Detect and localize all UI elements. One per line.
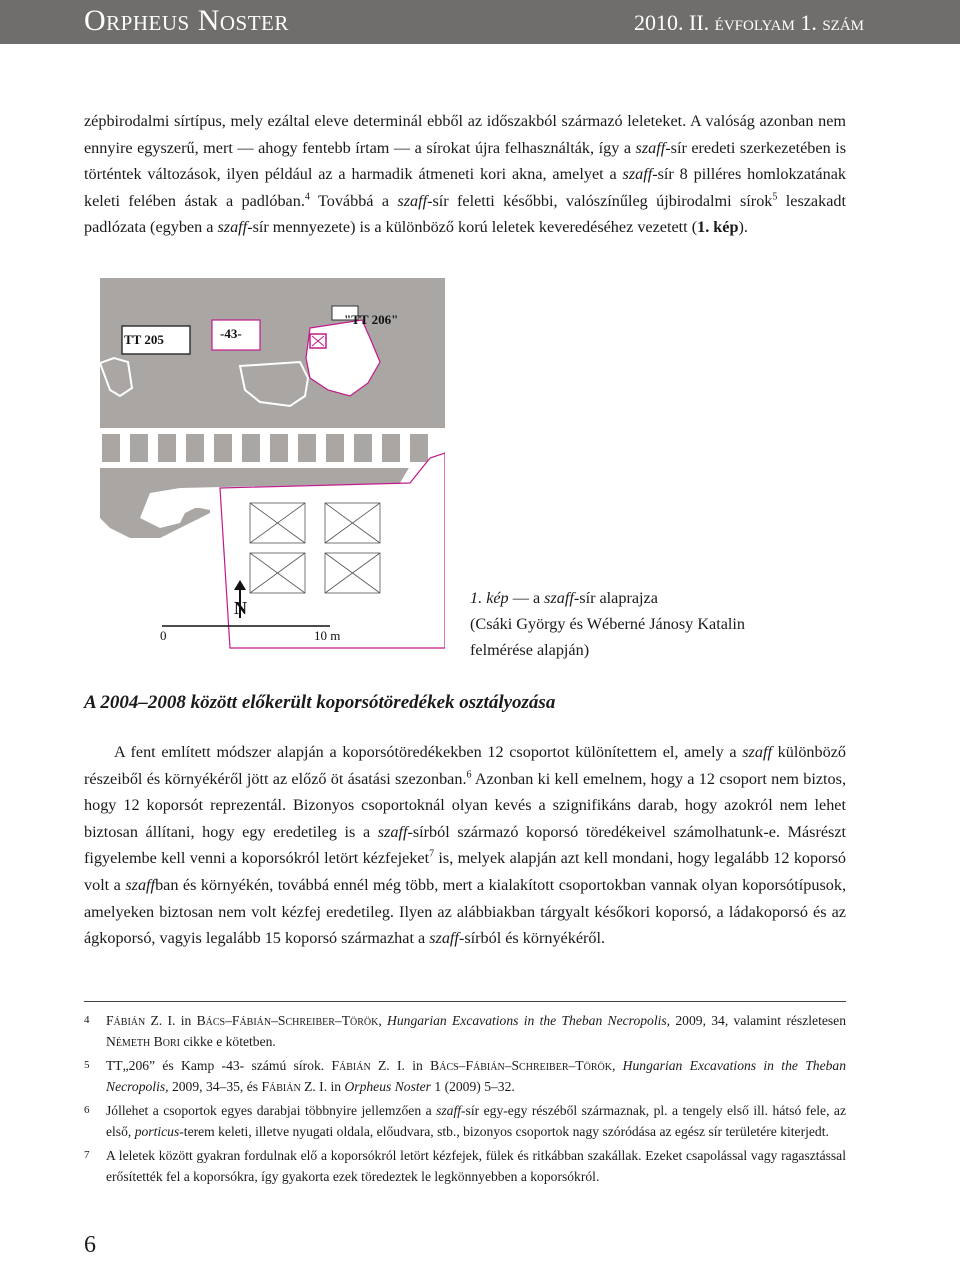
footnote-divider: [84, 1001, 846, 1002]
footnote-6: 6 Jóllehet a csoportok egyes darabjai többnyire jellemzően a szaff-sír egy-egy részéből származnak, pl. a tengely első ill. hátsó fele, az első, porticus-terem keleti, illetve nyugati oldala, előudvara, stb., bizonyos csoportok nagy szóródása az egész sír területére kiterjedt.: [84, 1103, 846, 1139]
svg-text:10 m: 10 m: [314, 628, 341, 643]
body-paragraph: A fent említett módszer alapján a koporsótöredékekben 12 csoportot különítettem el, amely a szaff különböző részeiből és környékéről jött az előző öt ásatási szezonban.$^6$ Azonban ki kell emelnem, hogy a 12 csoport nem biztos, hogy 12 koporsót reprezentál. Bizonyos csoportoknál olyan kevés a szignifikáns darab, hogy azokról nem lehet biztosan állítani, hogy egy eredetileg is a szaff-sírból származó koporsó töredékeivel számolhatunk-e. Másrészt figyelembe kell venni a koporsókról letört kézfejeket$^7$ is, melyek alapján azt kell mondani, hogy legalább 12 koporsó volt a szaffban és környékén, továbbá ennél még több, mert a kialakított csoportokban vannak olyan koporsótípusok, amelyeken biztosan nem volt kézfej eredetileg. Ilyen az alábbiakban tárgyalt későkori koporsó, a ládakoporsó és az ágkoporsó, vagyis legalább 15 koporsó származhat a szaff-sírból és környékéről.: [84, 743, 846, 948]
running-header: [0, 0, 960, 44]
label-tt206: "TT 206": [344, 312, 399, 327]
footnote-ref-6[interactable]: 6: [466, 769, 472, 781]
figure-caption: 1. kép — a szaff-sír alaprajza (Csáki György és Wéberné Jánosy Katalin felmérése alapján): [470, 589, 745, 659]
label-43: -43-: [220, 326, 242, 341]
footnote-5: 5 TT„206” és Kamp -43- számú sírok. Fábián Z. I. in Bács–Fábián–Schreiber–Török, Hungarian Excavations in the Theban Necropolis, 2009, 34–35, és Fábián Z. I. in Orpheus Noster 1 (2009) 5–32.: [84, 1058, 846, 1094]
footnotes: [84, 1010, 846, 1187]
footnote-ref-5[interactable]: 5: [772, 191, 778, 203]
floor-plan-drawing: [100, 278, 445, 650]
journal-logo: Orpheus Noster: [84, 4, 289, 37]
footnote-ref-4[interactable]: 4: [304, 191, 310, 203]
body-paragraph-block: [84, 739, 846, 952]
intro-paragraph: zépbirodalmi sírtípus, mely ezáltal eleve determinál ebből az időszakból származó leleteket. A valóság azonban nem ennyire egyszerű, mert — ahogy fentebb írtam — a sírokat újra felhasználták, így a szaff-sír eredeti szerkezetében is történtek változások, ilyen például az a harmadik átmeneti kori akna, amelyet a szaff-sír 8 pilléres homlokzatának keleti felében ástak a padlóban.$^4$ Továbbá a szaff-sír feletti későbbi, valószínűleg újbirodalmi sírok$^5$ leszakadt padlózata (egyben a szaff-sír mennyezete) is a különböző korú leletek keveredéséhez vezetett (1. kép).: [84, 112, 847, 237]
page-number: 6: [84, 1232, 96, 1258]
label-tt205: TT 205: [124, 332, 164, 347]
footnote-4: 4 Fábián Z. I. in Bács–Fábián–Schreiber–Török, Hungarian Excavations in the Theban Necropolis, 2009, 34, valamint részletesen Németh Bori cikke e kötetben.: [84, 1013, 846, 1049]
issue-label: 2010. II. évfolyam 1. szám: [634, 10, 864, 35]
figure-ref: 1. kép: [697, 218, 739, 237]
footnote-7: 7 A leletek között gyakran fordulnak elő a koporsókról letört kézfejek, fülek és ritkábban szakállak. Ezeket csapolással vagy ragasztással erősítették fel a koporsókra, így gyakorta ezek töredeztek le legkönnyebben a koporsókról.: [84, 1148, 846, 1184]
floor-plan-figure: [100, 278, 445, 650]
svg-text:0: 0: [160, 628, 167, 643]
footnote-ref-7[interactable]: 7: [429, 848, 435, 860]
section-heading: A 2004–2008 között előkerült koporsótöredékek osztályozása: [84, 692, 556, 713]
intro-paragraph-block: [84, 108, 846, 241]
svg-text:N: N: [234, 598, 247, 618]
